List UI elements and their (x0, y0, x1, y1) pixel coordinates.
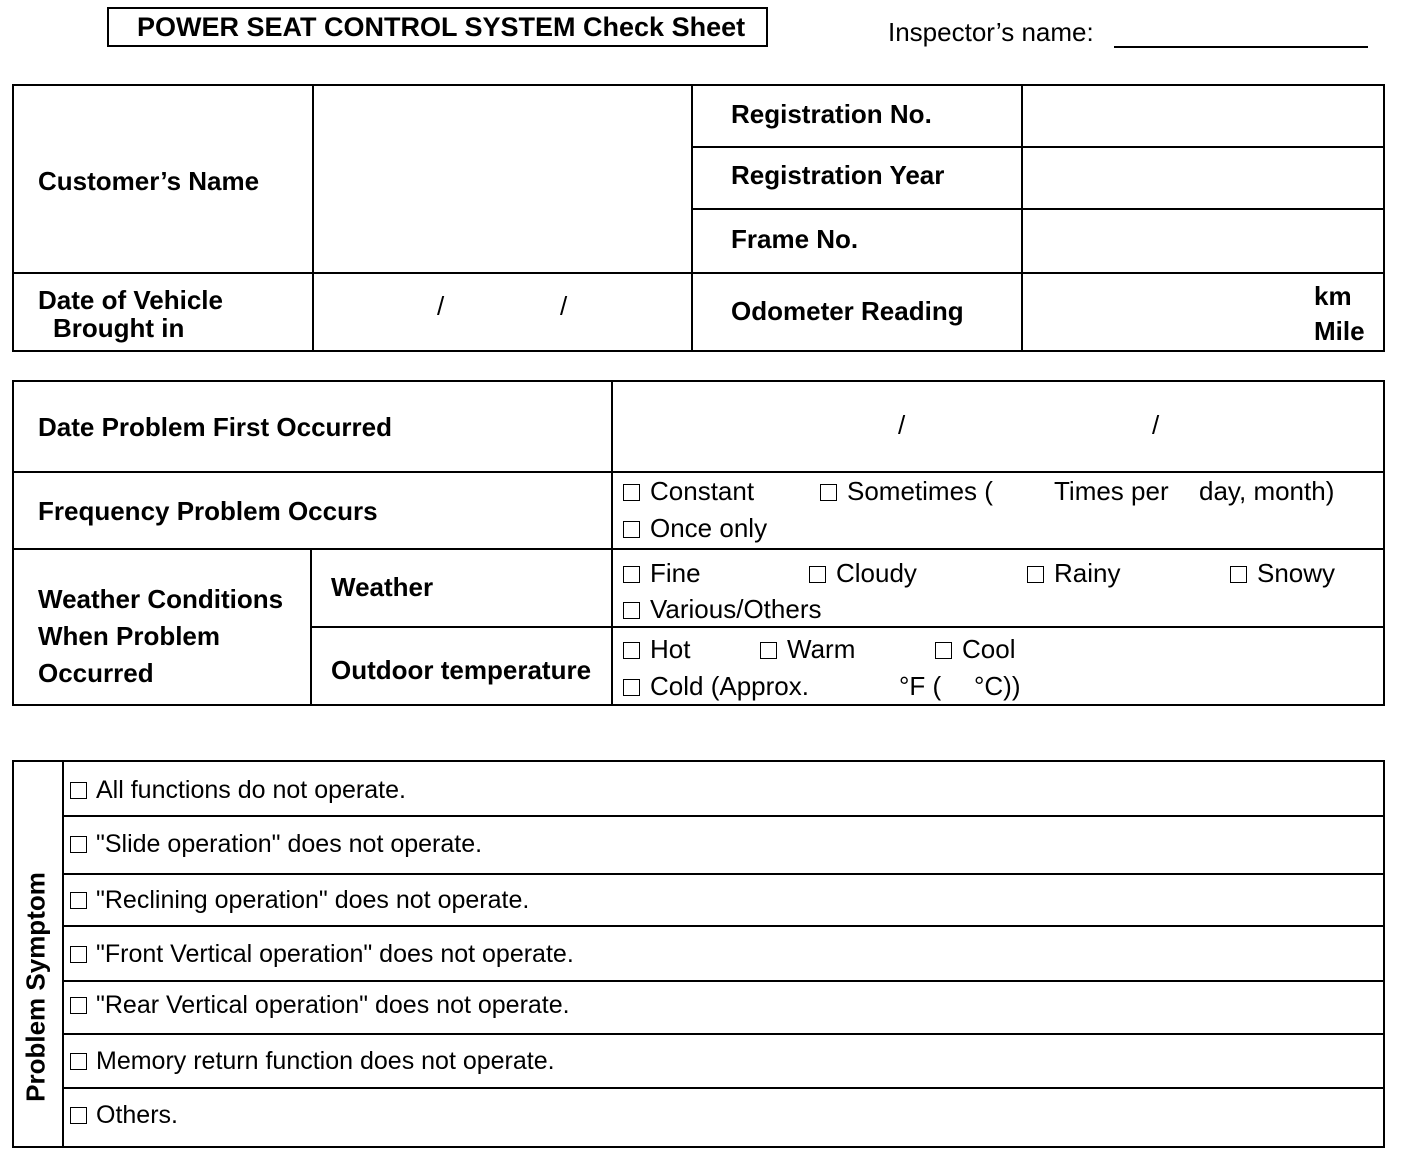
checkbox[interactable] (623, 521, 640, 538)
temp-unit-f: °F ( (899, 671, 942, 701)
frequency-label: Frequency Problem Occurs (38, 496, 378, 526)
frame-no-label: Frame No. (731, 224, 859, 254)
checkbox[interactable] (1027, 566, 1044, 583)
customer-name-field[interactable] (316, 88, 688, 270)
symptom-option[interactable]: "Rear Vertical operation" does not operate. (70, 991, 570, 1020)
date-separator: / (1152, 410, 1160, 440)
divider (310, 548, 312, 704)
divider (14, 272, 1383, 274)
checkbox[interactable] (623, 602, 640, 619)
divider (611, 382, 613, 704)
frequency-option-once-only[interactable]: Once only (623, 513, 767, 544)
checkbox[interactable] (70, 892, 87, 909)
registration-year-field[interactable] (1025, 150, 1381, 206)
divider (62, 1033, 1383, 1035)
temp-option-hot[interactable]: Hot (623, 634, 690, 665)
checkbox[interactable] (623, 679, 640, 696)
registration-year-label: Registration Year (731, 160, 945, 190)
checkbox[interactable] (623, 484, 640, 501)
divider (310, 626, 1383, 628)
divider (691, 208, 1383, 210)
date-first-occurred-field[interactable] (615, 384, 1381, 469)
frequency-option-constant[interactable]: Constant (623, 476, 754, 507)
weather-option-fine[interactable]: Fine (623, 558, 701, 589)
divider (62, 980, 1383, 982)
temp-option-warm[interactable]: Warm (760, 634, 855, 665)
checkbox[interactable] (70, 1053, 87, 1070)
frequency-option-sometimes[interactable]: Sometimes ( (820, 476, 993, 507)
temp-option-cool[interactable]: Cool (935, 634, 1015, 665)
date-brought-in-label: Date of Vehicle Brought in (38, 285, 223, 343)
symptom-option[interactable]: Others. (70, 1101, 178, 1130)
divider (14, 548, 1383, 550)
date-brought-in-field[interactable] (316, 276, 688, 350)
odometer-unit-mile: Mile (1314, 316, 1365, 346)
page-title: POWER SEAT CONTROL SYSTEM Check Sheet (107, 7, 768, 47)
weather-option-rainy[interactable]: Rainy (1027, 558, 1120, 589)
symptom-option[interactable]: "Reclining operation" does not operate. (70, 886, 529, 915)
divider (312, 86, 314, 350)
checkbox[interactable] (70, 1107, 87, 1124)
divider (691, 86, 693, 350)
registration-no-field[interactable] (1025, 88, 1381, 144)
odometer-unit-km: km (1314, 281, 1352, 311)
symptom-option[interactable]: "Front Vertical operation" does not operate. (70, 940, 574, 969)
frame-no-field[interactable] (1025, 212, 1381, 270)
divider (62, 815, 1383, 817)
inspector-name-label: Inspector’s name: (888, 17, 1094, 47)
temp-option-cold[interactable]: Cold (Approx. (623, 671, 809, 702)
divider (62, 925, 1383, 927)
odometer-label: Odometer Reading (731, 296, 964, 326)
divider (62, 1087, 1383, 1089)
weather-option-cloudy[interactable]: Cloudy (809, 558, 917, 589)
checkbox[interactable] (70, 997, 87, 1014)
checkbox[interactable] (760, 642, 777, 659)
checkbox[interactable] (70, 946, 87, 963)
date-separator: / (898, 410, 906, 440)
checkbox[interactable] (623, 642, 640, 659)
symptom-option[interactable]: Memory return function does not operate. (70, 1047, 555, 1076)
checkbox[interactable] (935, 642, 952, 659)
weather-label: Weather (331, 572, 434, 602)
divider (62, 873, 1383, 875)
checkbox[interactable] (70, 836, 87, 853)
customer-name-label: Customer’s Name (38, 166, 260, 196)
checkbox[interactable] (809, 566, 826, 583)
outdoor-temp-label: Outdoor temperature (331, 655, 592, 685)
date-separator: / (560, 291, 568, 321)
divider (691, 146, 1383, 148)
temp-unit-c: °C)) (974, 671, 1021, 701)
conditions-table (12, 380, 1385, 706)
checkbox[interactable] (623, 566, 640, 583)
frequency-times-per-text: Times per (1054, 476, 1169, 506)
checkbox[interactable] (820, 484, 837, 501)
date-first-occurred-label: Date Problem First Occurred (38, 412, 392, 442)
weather-conditions-label: Weather Conditions When Problem Occurred (38, 584, 284, 688)
inspector-name-field[interactable] (1114, 46, 1368, 48)
weather-option-snowy[interactable]: Snowy (1230, 558, 1335, 589)
divider (1021, 86, 1023, 350)
problem-symptom-label: Problem Symptom (20, 872, 51, 1102)
checkbox[interactable] (70, 782, 87, 799)
date-separator: / (437, 291, 445, 321)
registration-no-label: Registration No. (731, 99, 932, 129)
weather-option-various[interactable]: Various/Others (623, 594, 821, 625)
symptom-option[interactable]: "Slide operation" does not operate. (70, 830, 482, 859)
checkbox[interactable] (1230, 566, 1247, 583)
vehicle-info-table (12, 84, 1385, 352)
frequency-day-month-text: day, month) (1199, 476, 1335, 506)
symptom-option[interactable]: All functions do not operate. (70, 776, 406, 805)
divider (14, 471, 1383, 473)
